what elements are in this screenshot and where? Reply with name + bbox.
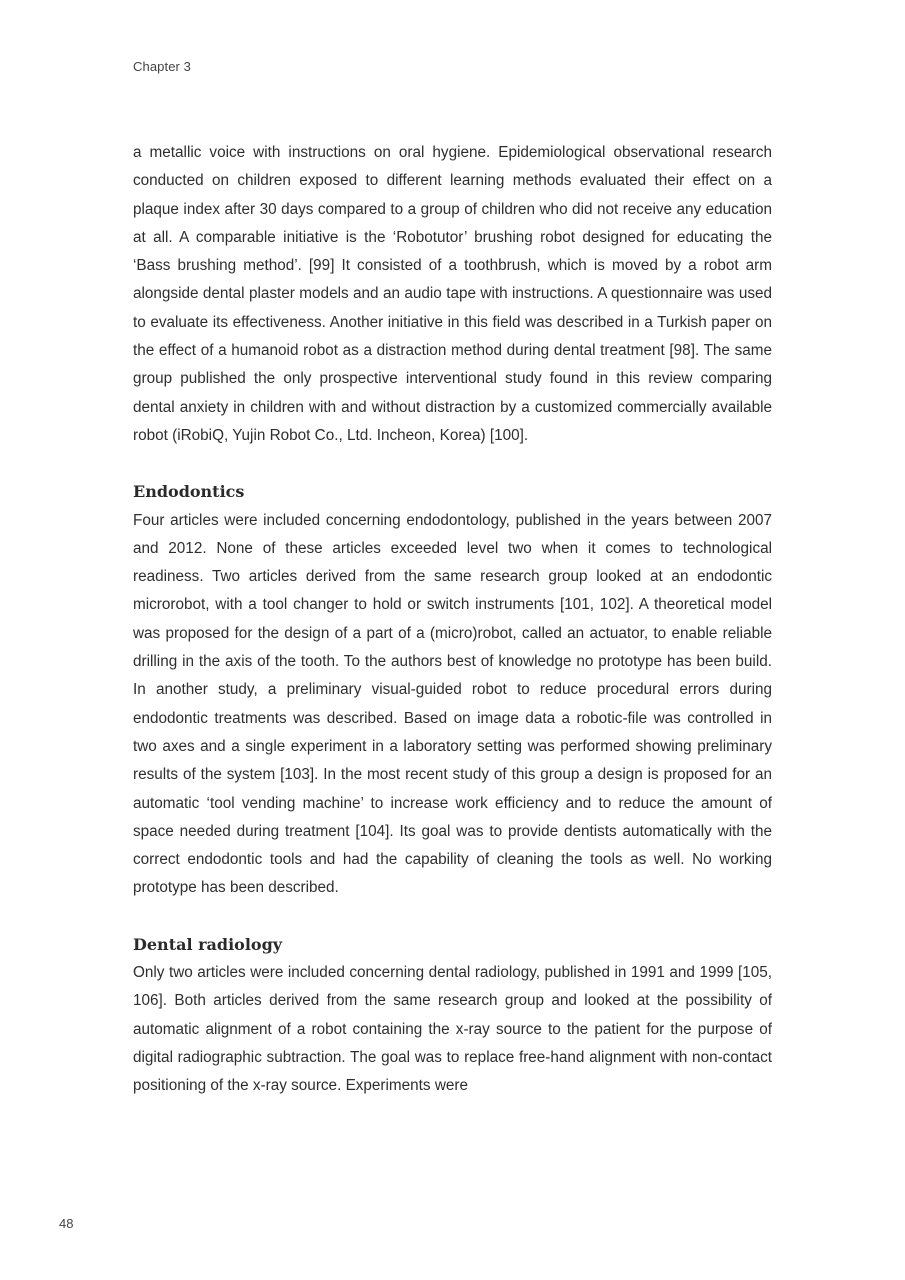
- section-heading-dental-radiology: Dental radiology: [133, 934, 283, 954]
- intro-paragraph: a metallic voice with instructions on oral hygiene. Epidemiological observational research conducted on children exposed to different learning methods evaluated their effect on a plaque index after 30 days compared to a group of children who did not receive any education at all. A comparable initiative is the ‘Robotutor’ brushing robot designed for educating the ‘Bass brushing method’. [99] It consisted of a toothbrush, which is moved by a robot arm alongside dental plaster models and an audio tape with instructions. A questionnaire was used to evaluate its effectiveness. Another initiative in this field was described in a Turkish paper on the effect of a humanoid robot as a distraction method during dental treatment [98]. The same group published the only prospective interventional study found in this review comparing dental anxiety in children with and without distraction by a customized commercially available robot (iRobiQ, Yujin Robot Co., Ltd. Incheon, Korea) [100].: [133, 144, 772, 444]
- dental-radiology-paragraph: Only two articles were included concerning dental radiology, published in 1991 and 1999 [105, 106]. Both articles derived from the same research group and looked at the possibility of automatic alignment of a robot containing the x-ray source to the patient for the purpose of digital radiographic subtraction. The goal was to replace free-hand alignment with non-contact positioning of the x-ray source. Experiments were: [133, 964, 772, 1095]
- page-number: 48: [59, 1216, 74, 1231]
- page-body: [133, 139, 772, 1101]
- endodontics-paragraph: Four articles were included concerning endodontology, published in the years between 2007 and 2012. None of these articles exceeded level two when it comes to technological readiness. Two articles derived from the same research group looked at an endodontic microrobot, with a tool changer to hold or switch instruments [101, 102]. A theoretical model was proposed for the design of a part of a (micro)robot, called an actuator, to enable reliable drilling in the axis of the tooth. To the authors best of knowledge no prototype has been build. In another study, a preliminary visual-guided robot to reduce procedural errors during endodontic treatments was described. Based on image data a robotic-file was controlled in two axes and a single experiment in a laboratory setting was performed showing preliminary results of the system [103]. In the most recent study of this group a design is proposed for an automatic ‘tool vending machine’ to increase work efficiency and to reduce the amount of space needed during treatment [104]. Its goal was to provide dentists automatically with the correct endodontic tools and had the capability of cleaning the tools as well. No working prototype has been described.: [133, 511, 772, 897]
- running-header-chapter: Chapter 3: [133, 59, 191, 74]
- section-heading-endodontics: Endodontics: [133, 482, 245, 502]
